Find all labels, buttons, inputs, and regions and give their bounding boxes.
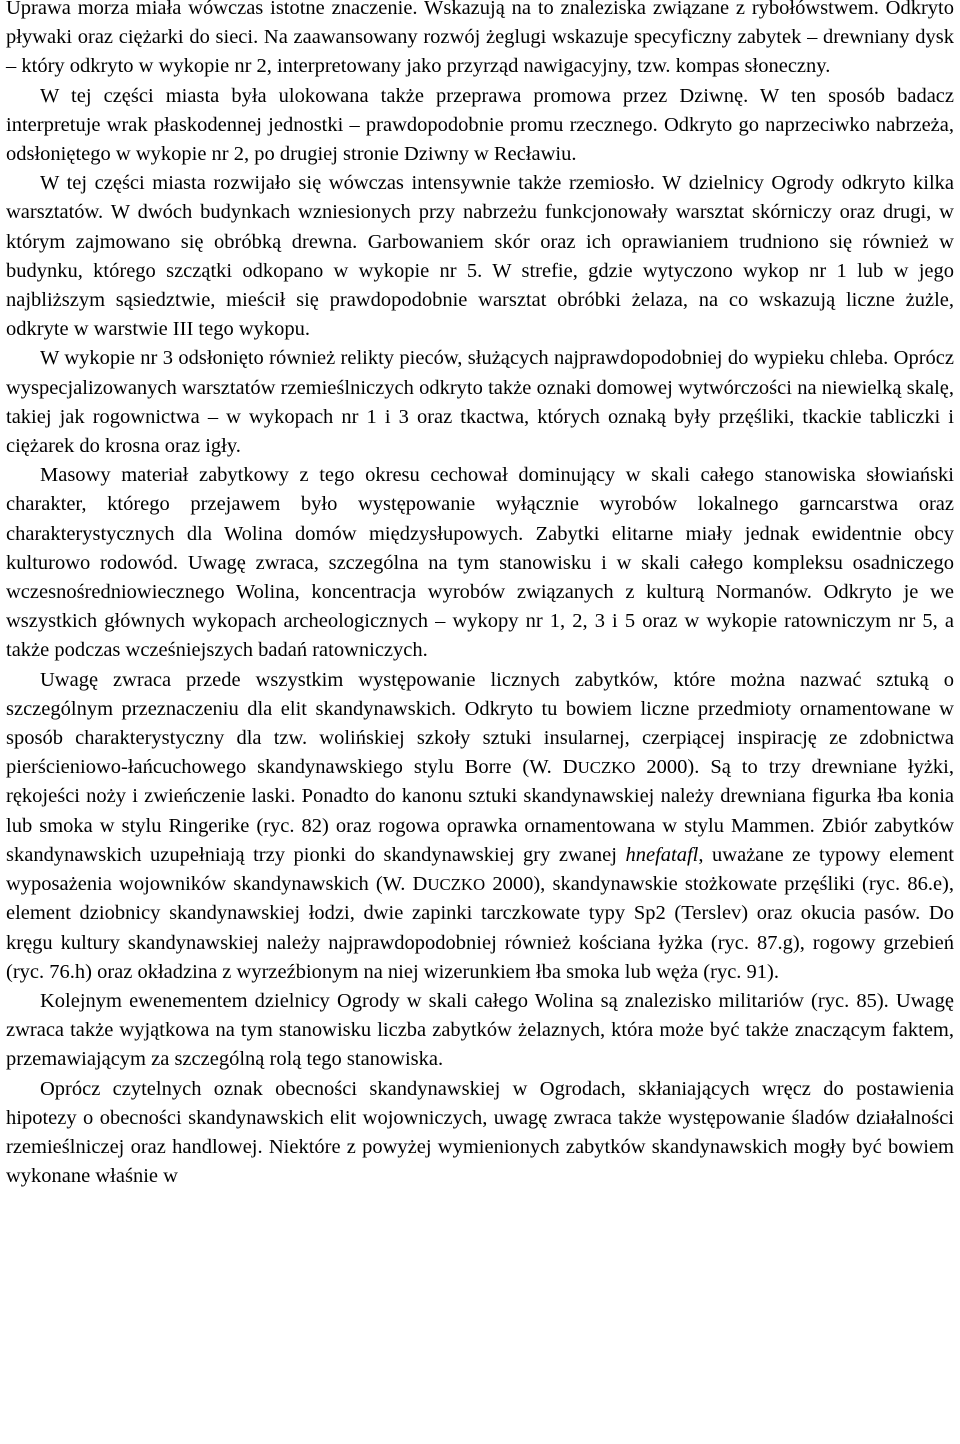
paragraph-p6 [6,666,954,987]
text-run: W wykopie nr 3 odsłonięto również relikty pieców, służących najprawdopodobniej do wypieku chleba. Oprócz wyspecjalizowanych warsztatów rzemieślniczych odkryto także oznaki domowej wytwórczości na niewielką skalę, takiej jak rogownictwa – w wykopach nr 1 i 3 oraz tkactwa, których oznaką były przęśliki, tkackie tabliczki i ciężarek do krosna oraz igły. [6,347,954,458]
small-caps-author: UCZKO [577,758,636,778]
paragraph-p8 [6,1075,954,1192]
paragraph-p7 [6,987,954,1075]
small-caps-author: UCZKO [427,875,486,895]
text-run: Oprócz czytelnych oznak obecności skandynawskiej w Ogrodach, skłaniających wręcz do postawienia hipotezy o obecności skandynawskich elit wojowniczych, uwagę zwraca także występowanie śladów działalności rzemieślniczej oraz handlowej. Niektóre z powyżej wymienionych zabytków skandynawskich mogły być bowiem wykonane właśnie w [6,1077,954,1188]
paragraph-p1 [6,0,954,82]
paragraph-p5 [6,461,954,665]
paragraph-p4 [6,344,954,461]
text-run: W tej części miasta rozwijało się wówczas intensywnie także rzemiosło. W dzielnicy Ogrody odkryto kilka warsztatów. W dwóch budynkach wzniesionych przy nabrzeżu funkcjonowały warsztat skórniczy oraz drugi, w którym zajmowano się obróbką drewna. Garbowaniem skór oraz ich oprawianiem trudniono się również w budynku, którego szczątki odkopano w wykopie nr 5. W strefie, gdzie wytyczono wykop nr 1 lub w jego najbliższym sąsiedztwie, mieścił się prawdopodobnie warsztat obróbki żelaza, na co wskazują liczne żużle, odkryte w warstwie III tego wykopu. [6,172,954,341]
text-run: Uwagę zwraca przede wszystkim występowanie licznych zabytków, które można nazwać sztuką o szczególnym przeznaczeniu dla elit skandynawskich. Odkryto tu bowiem liczne przedmioty ornamentowane w sposób charakterystyczny dla tzw. wolińskiej szkoły sztuki insularnej, czerpiącej inspirację ze zdobnictwa pierścieniowo-łańcuchowego skandynawskiego stylu Borre (W. D [6,668,954,779]
text-run: Uprawa morza miała wówczas istotne znaczenie. Wskazują na to znaleziska związane z rybołówstwem. Odkryto pływaki oraz ciężarki do sieci. Na zaawansowany rozwój żeglugi wskazuje specyficzny zabytek – drewniany dysk – który odkryto w wykopie nr 2, interpretowany jako przyrząd nawigacyjny, tzw. kompas słoneczny. [6,0,954,78]
italic-term: hnefatafl [625,843,699,866]
text-run: Masowy materiał zabytkowy z tego okresu cechował dominujący w skali całego stanowiska słowiański charakter, którego przejawem było występowanie wyłącznie wyrobów lokalnego garncarstwa oraz charakterystycznych dla Wolina domów międzysłupowych. Zabytki elitarne miały jednak ewidentnie obcy kulturowo rodowód. Uwagę zwraca, szczególna na tym stanowisku i w skali całego kompleksu osadniczego wczesnośredniowiecznego Wolina, koncentracja wyrobów związanych z kulturą Normanów. Odkryto je we wszystkich głównych wykopach archeologicznych – wykopy nr 1, 2, 3 i 5 oraz w wykopie ratowniczym nr 5, a także podczas wcześniejszych badań ratowniczych. [6,464,954,662]
document-body [6,0,954,1191]
text-run: W tej części miasta była ulokowana także przeprawa promowa przez Dziwnę. W ten sposób badacz interpretuje wrak płaskodennej jednostki – prawdopodobnie promu rzecznego. Odkryto go naprzeciwko nabrzeża, odsłoniętego w wykopie nr 2, po drugiej stronie Dziwny w Recławiu. [6,84,954,166]
text-run: 2000). Są to trzy drewniane łyżki, rękojeści noży i zwieńczenie laski. Ponadto do kanonu sztuki skandynawskiej należy drewniana figurka łba konia lub smoka w stylu Ringerike (ryc. 82) oraz rogowa oprawka ornamentowana w stylu Mammen. Zbiór zabytków skandynawskich uzupełniają trzy pionki do skandynawskiej gry zwanej [6,756,954,866]
text-run: 2000), skandynawskie stożkowate przęśliki (ryc. 86.e), element dziobnicy skandynawskiej łodzi, dwie zapinki tarczkowate typy Sp2 (Terslev) oraz okucia pasów. Do kręgu kultury skandynawskiej należy najprawdopodobniej również kościana łyżka (ryc. 87.g), rogowy grzebień (ryc. 76.h) oraz okładzina z wyrzeźbionym na niej wizerunkiem łba smoka lub węża (ryc. 91). [6,873,954,983]
paragraph-p2 [6,82,954,170]
paragraph-p3 [6,169,954,344]
text-run: , uważane ze typowy element wyposażenia wojowników skandynawskich (W. D [6,843,954,896]
text-run: Kolejnym ewenementem dzielnicy Ogrody w skali całego Wolina są znalezisko militariów (ryc. 85). Uwagę zwraca także wyjątkowa na tym stanowisku liczba zabytków żelaznych, która może być także znaczącym faktem, przemawiającym za szczególną rolą tego stanowiska. [6,989,954,1071]
